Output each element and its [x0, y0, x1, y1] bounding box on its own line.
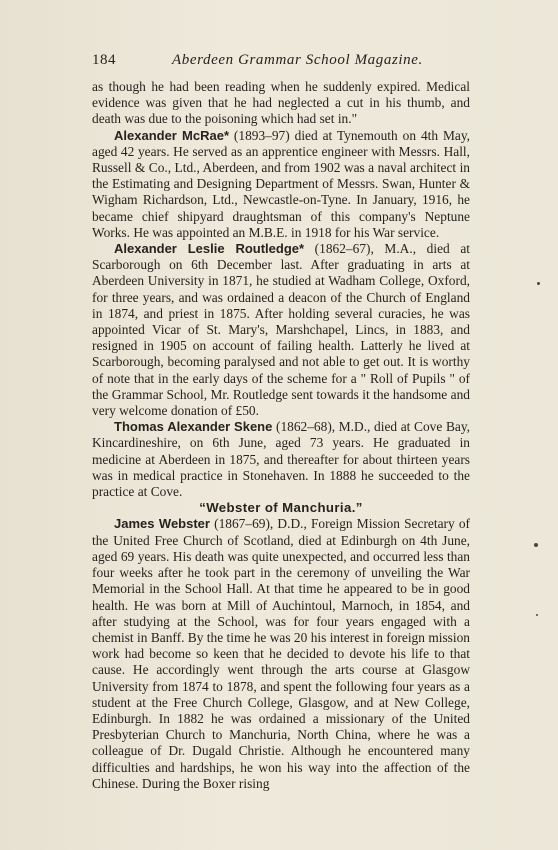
obituary-webster	[92, 516, 470, 791]
page-number: 184	[92, 52, 116, 68]
page-header	[92, 52, 470, 72]
obituary-mcrae	[92, 128, 470, 241]
paragraph-text: (1867–69), D.D., Foreign Mission Secretary of the United Free Church of Scotland, died at Edinburgh on 4th June, aged 69 years. His death was quite unexpected, and occurred less than four weeks after he took part in the ceremony of unveiling the War Memorial in the School Hall. At that time he appeared to be in good health. He was born at Mill of Auchintoul, Marnoch, in 1854, and after studying at the School, was for four years engaged with a chemist in Banff. By the time he was 20 his interest in foreign mission work had become so keen that he decided to devote his life to that cause. He accordingly went through the arts course at Glasgow University from 1874 to 1878, and spent the following four years as a student at the Free Church College, Glasgow, and at New College, Edinburgh. In 1882 he was ordained a missionary of the United Presbyterian Church to Manchuria, North China, where he was a colleague of Dr. Dugald Christie. Although he encountered many difficulties and hardships, he won his way into the affection of the Chinese. During the Boxer rising	[92, 516, 470, 791]
person-name: James Webster	[114, 516, 210, 532]
paragraph-text: (1893–97) died at Tynemouth on 4th May, aged 42 years. He served as an apprentice engineer with Messrs. Hall, Russell & Co., Ltd., Aberdeen, and from 1902 was a naval architect in the Estimating and Designing Department of Messrs. Swan, Hunter & Wigham Richardson, Ltd., Newcastle-on-Tyne. In January, 1916, he became chief shipyard draughtsman of this company's Neptune Works. He was appointed an M.B.E. in 1918 for his War service.	[92, 127, 470, 240]
person-name: Thomas Alexander Skene	[114, 419, 273, 435]
person-name: Alexander McRae*	[114, 127, 230, 143]
paragraph-text: (1862–68), M.D., died at Cove Bay, Kincardineshire, on 6th June, aged 73 years. He graduated in medicine at Aberdeen in 1875, and thereafter for about thirteen years was in medical practice in Stonehaven. In 1888 he succeeded to the practice at Cove.	[92, 419, 470, 500]
paragraph-text: as though he had been reading when he suddenly expired. Medical evidence was given that he had neglected a cut in his thumb, and death was due to the poisoning which had set in."	[92, 79, 470, 127]
paper-speck	[536, 614, 538, 616]
obituary-routledge	[92, 241, 470, 419]
paper-speck	[534, 543, 538, 547]
paper-speck	[537, 282, 540, 285]
obituary-skene	[92, 419, 470, 500]
person-name: Alexander Leslie Routledge*	[114, 241, 305, 257]
article-body	[92, 79, 470, 792]
paragraph-continuation	[92, 79, 470, 128]
paragraph-text: (1862–67), M.A., died at Scarborough on 6th December last. After graduating in arts at Aberdeen University in 1871, he studied at Wadham College, Oxford, for three years, and was ordained a deacon of the Church of England in 1874, and priest in 1875. After holding several curacies, he was appointed Vicar of St. Mary's, Marshchapel, Lincs, in 1883, and resigned in 1905 on account of failing health. Latterly he lived at Scarborough, becoming paralysed and not able to get out. It is worthy of note that in the early days of the scheme for a " Roll of Pupils " of the Grammar School, Mr. Routledge sent towards it the handsome and very welcome donation of £50.	[92, 241, 470, 419]
section-heading: “Webster of Manchuria.”	[199, 500, 363, 516]
running-title: Aberdeen Grammar School Magazine.	[172, 52, 423, 68]
